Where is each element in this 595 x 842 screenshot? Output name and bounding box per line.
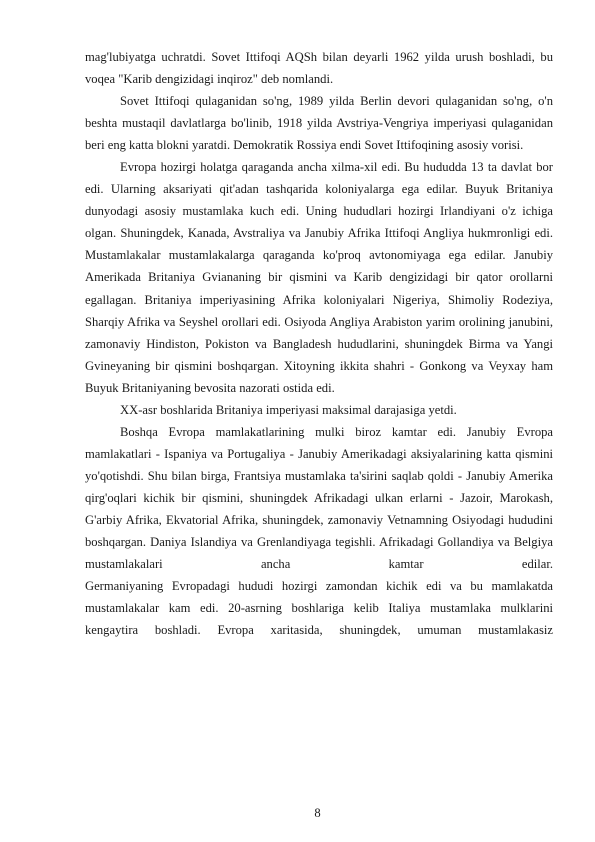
paragraph-germany-italy: Germaniyaning Evropadagi hududi hozirgi zamondan kichik edi va bu mamlakatda mustamlakalar kam edi. 20-asrning boshlariga kelib Italiya mustamlaka mulklarini kengaytira boshladi. Evropa xaritasida, shuningdek, umuman mustamlakasiz — [85, 579, 553, 638]
paragraph-soviet-collapse: Sovet Ittifoqi qulaganidan so'ng, 1989 yilda Berlin devori qulaganidan so'ng, o'n beshta mustaqil davlatlarga bo'linib, 1918 yilda Avstriya-Vengriya imperiyasi qulaganidan beri eng katta blokni yaratdi. Demokratik Rossiya endi Sovet Ittifoqining asosiy vorisi. — [85, 94, 553, 153]
paragraph-continuation: mag'lubiyatga uchratdi. Sovet Ittifoqi AQSh bilan deyarli 1962 yilda urush boshladi, bu voqea "Karib dengizidagi inqiroz" deb nomlandi. — [85, 50, 553, 87]
paragraph-other-european-possessions: Boshqa Evropa mamlakatlarining mulki biroz kamtar edi. Janubiy Evropa mamlakatlari - Ispaniya va Portugaliya - Janubiy Amerikadagi aksiyalarining katta qismini yo'qotishdi. Shu bilan birga, Frantsiya mustamlaka ta'sirini saqlab qoldi - Janubiy Amerika qirg'oqlari kichik bir qismini, shuningdek Afrikadagi ulkan erlarni - Jazoir, Marokash, G'arbiy Afrika, Ekvatorial Afrika, shuningdek, zamonaviy Vetnamning Osiyodagi hududini boshqargan. Daniya Islandiya va Grenlandiyaga tegishli. Afrikadagi Gollandiya va Belgiya mustamlakalari ancha kamtar edilar. — [85, 424, 553, 572]
paragraph-british-empire-peak: XX-asr boshlarida Britaniya imperiyasi maksimal darajasiga yetdi. — [120, 402, 457, 417]
page-number: 8 — [314, 806, 321, 820]
document-body — [85, 46, 553, 641]
paragraph-europe-colonies: Evropa hozirgi holatga qaraganda ancha xilma-xil edi. Bu hududda 13 ta davlat bor edi. Ularning aksariyati qit'adan tashqarida koloniyalarga ega edilar. Buyuk Britaniya dunyodagi asosiy mustamlaka kuch edi. Uning hududlari hozirgi Irlandiyani o'z ichiga olgan. Shuningdek, Kanada, Avstraliya va Janubiy Afrika Ittifoqi Angliya hukmronligi edi. Mustamlakalar mustamlakalarga qaraganda ko'proq avtonomiyaga ega edilar. Janubiy Amerikada Britaniya Gviananing bir qismini va Karib dengizidagi bir qator orollarni egallagan. Britaniya imperiyasining Afrika koloniyalari Nigeriya, Shimoliy Rodeziya, Sharqiy Afrika va Seyshel orollari edi. Osiyoda Angliya Arabiston yarim orolining janubini, zamonaviy Hindiston, Pokiston va Bangladesh hududlarini, shuningdek Birma va Yangi Gvineyaning bir qismini boshqargan. Xitoyning ikkita shahri - Gonkong va Veyxay ham Buyuk Britaniyaning bevosita nazorati ostida edi. — [85, 160, 553, 395]
